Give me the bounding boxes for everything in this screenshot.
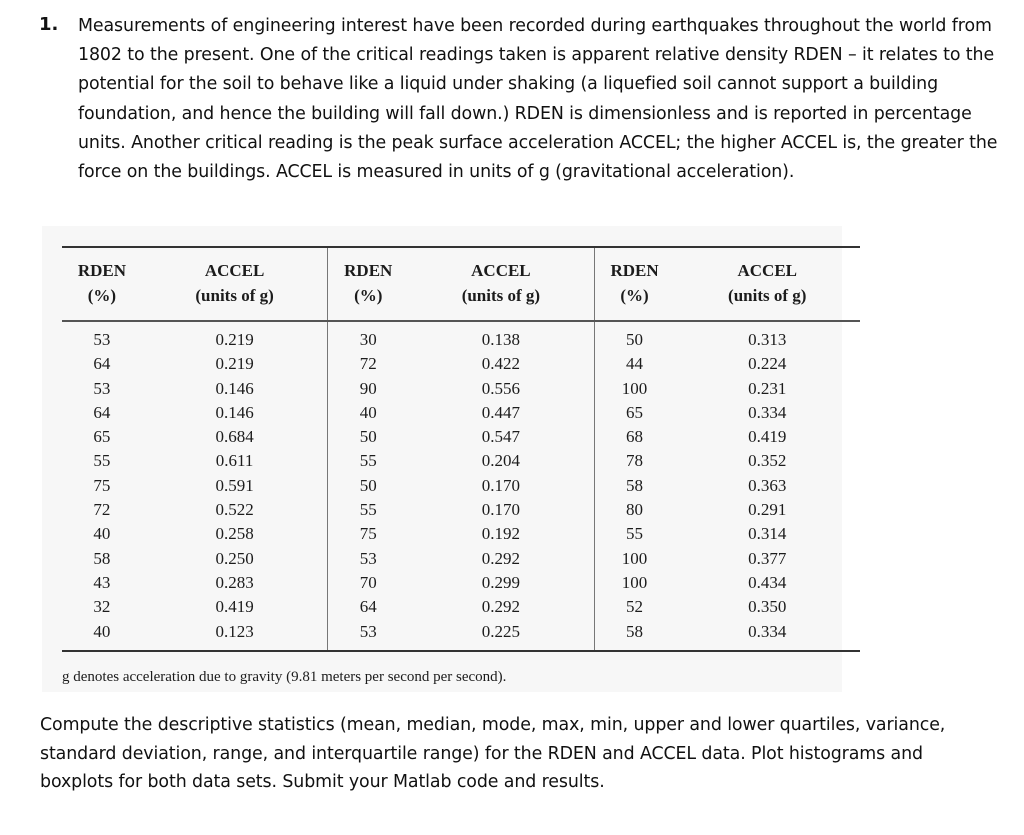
problem-number: 1. xyxy=(39,14,59,35)
header-line1: RDEN xyxy=(344,261,393,280)
table-cell: 0.219 xyxy=(215,330,254,349)
table-cell: 0.419 xyxy=(748,427,787,447)
header-line2: (units of g) xyxy=(195,286,274,305)
table-cell: 0.146 xyxy=(215,378,254,398)
header-rden-1 xyxy=(62,247,142,321)
table-cell: 72 xyxy=(93,500,111,520)
column-accel-2 xyxy=(408,321,594,651)
table-cell: 0.314 xyxy=(748,524,787,544)
table-cell: 80 xyxy=(626,500,644,520)
table-cell: 72 xyxy=(359,354,377,374)
table-cell: 40 xyxy=(93,621,111,641)
table-cell: 0.123 xyxy=(215,621,254,641)
table-cell: 43 xyxy=(93,572,111,592)
data-table-figure xyxy=(42,226,842,692)
column-accel-3 xyxy=(674,321,860,651)
table-cell: 0.334 xyxy=(748,621,787,641)
header-line2: (units of g) xyxy=(728,286,807,305)
table-cell: 0.219 xyxy=(215,354,254,374)
table-cell: 64 xyxy=(359,597,377,617)
table-cell: 53 xyxy=(359,548,377,568)
table-cell: 65 xyxy=(93,427,111,447)
problem-text: Measurements of engineering interest have been recorded during earthquakes throughout the world from 1802 to the present. One of the critical readings taken is apparent relative density RDEN – it relates to the potential for the soil to behave like a liquid under shaking (a liquefied soil cannot support a building foundation, and hence the building will fall down.) RDEN is dimensionless and is reported in percentage units. Another critical reading is the peak surface acceleration ACCEL; the higher ACCEL is, the greater the force on the buildings. ACCEL is measured in units of g (gravitational acceleration). xyxy=(78,16,998,183)
table-cell: 0.334 xyxy=(748,402,787,422)
table-cell: 100 xyxy=(621,378,648,398)
table-cell: 0.591 xyxy=(215,475,254,495)
table-cell: 0.231 xyxy=(748,378,787,398)
table-cell: 50 xyxy=(359,475,377,495)
table-cell: 0.363 xyxy=(748,475,787,495)
column-rden-2 xyxy=(328,321,408,651)
table-cell: 64 xyxy=(93,402,111,422)
header-line1: RDEN xyxy=(77,261,127,280)
table-cell: 75 xyxy=(359,524,377,544)
table-cell: 0.204 xyxy=(481,451,521,471)
table-cell: 0.192 xyxy=(481,524,521,544)
table-cell: 75 xyxy=(93,475,111,495)
table-cell: 55 xyxy=(359,451,377,471)
table-cell: 53 xyxy=(359,621,377,641)
header-line2: (units of g) xyxy=(461,286,541,305)
table-cell: 53 xyxy=(93,378,111,398)
table-cell: 0.292 xyxy=(481,597,521,617)
table-cell: 0.547 xyxy=(481,427,521,447)
table-cell: 58 xyxy=(626,475,644,495)
table-cell: 50 xyxy=(359,427,377,447)
table-cell: 52 xyxy=(626,597,644,617)
header-line2: (%) xyxy=(620,286,649,305)
header-line1: RDEN xyxy=(610,261,659,280)
header-line1: ACCEL xyxy=(471,261,531,280)
table-cell: 0.291 xyxy=(748,500,787,520)
table-cell: 55 xyxy=(626,524,644,544)
table-cell: 0.611 xyxy=(215,451,254,471)
table-cell: 0.522 xyxy=(215,500,254,520)
table-cell: 55 xyxy=(93,451,111,471)
table-cell: 0.224 xyxy=(748,354,787,374)
table-cell: 0.283 xyxy=(215,572,254,592)
table-cell: 0.225 xyxy=(481,621,521,641)
header-accel-2 xyxy=(408,247,594,321)
table-cell: 0.313 xyxy=(748,330,787,349)
table-cell: 44 xyxy=(626,354,644,374)
table-cell: 100 xyxy=(621,572,648,592)
header-line1: ACCEL xyxy=(204,261,265,280)
table-cell: 40 xyxy=(93,524,111,544)
table-cell: 100 xyxy=(621,548,648,568)
question-text: Compute the descriptive statistics (mean, median, mode, max, min, upper and lower quartiles, variance, standard deviation, range, and interquartile range) for the RDEN and ACCEL data. Plot histograms and boxplots for both data sets. Submit your Matlab code and results. xyxy=(40,715,946,793)
table-cell: 0.146 xyxy=(215,402,254,422)
table-cell: 0.299 xyxy=(481,572,521,592)
header-accel-3 xyxy=(674,247,860,321)
table-cell: 0.419 xyxy=(215,597,254,617)
table-cell: 0.138 xyxy=(481,330,521,349)
table-cell: 64 xyxy=(93,354,111,374)
table-cell: 0.352 xyxy=(748,451,787,471)
table-cell: 0.556 xyxy=(481,378,521,398)
table-cell: 30 xyxy=(359,330,377,349)
table-footnote: g denotes acceleration due to gravity (9.81 meters per second per second). xyxy=(62,669,507,685)
table-cell: 70 xyxy=(359,572,377,592)
table-cell: 78 xyxy=(626,451,644,471)
table-cell: 50 xyxy=(626,330,644,349)
table-cell: 40 xyxy=(359,402,377,422)
header-accel-1 xyxy=(142,247,328,321)
table-cell: 58 xyxy=(93,548,111,568)
table-cell: 90 xyxy=(359,378,377,398)
column-rden-1 xyxy=(62,321,142,651)
table-cell: 0.684 xyxy=(215,427,254,447)
table-cell: 0.447 xyxy=(481,402,521,422)
header-line2: (%) xyxy=(354,286,383,305)
table-cell: 58 xyxy=(626,621,644,641)
table-header-row xyxy=(62,247,860,321)
table-cell: 32 xyxy=(93,597,111,617)
table-cell: 0.377 xyxy=(748,548,787,568)
table-cell: 0.170 xyxy=(481,475,521,495)
table-cell: 0.434 xyxy=(748,572,787,592)
table-body-row xyxy=(62,321,860,651)
earthquake-data-table xyxy=(62,246,860,652)
table-cell: 0.292 xyxy=(481,548,521,568)
table-cell: 65 xyxy=(626,402,644,422)
table-cell: 0.350 xyxy=(748,597,787,617)
table-cell: 0.250 xyxy=(215,548,254,568)
header-rden-3 xyxy=(594,247,674,321)
table-cell: 68 xyxy=(626,427,644,447)
table-cell: 53 xyxy=(93,330,111,349)
table-cell: 0.170 xyxy=(481,500,521,520)
header-line1: ACCEL xyxy=(737,261,797,280)
column-rden-3 xyxy=(594,321,674,651)
table-cell: 0.422 xyxy=(481,354,521,374)
table-cell: 55 xyxy=(359,500,377,520)
table-cell: 0.258 xyxy=(215,524,254,544)
header-rden-2 xyxy=(328,247,408,321)
column-accel-1 xyxy=(142,321,328,651)
header-line2: (%) xyxy=(87,286,117,305)
